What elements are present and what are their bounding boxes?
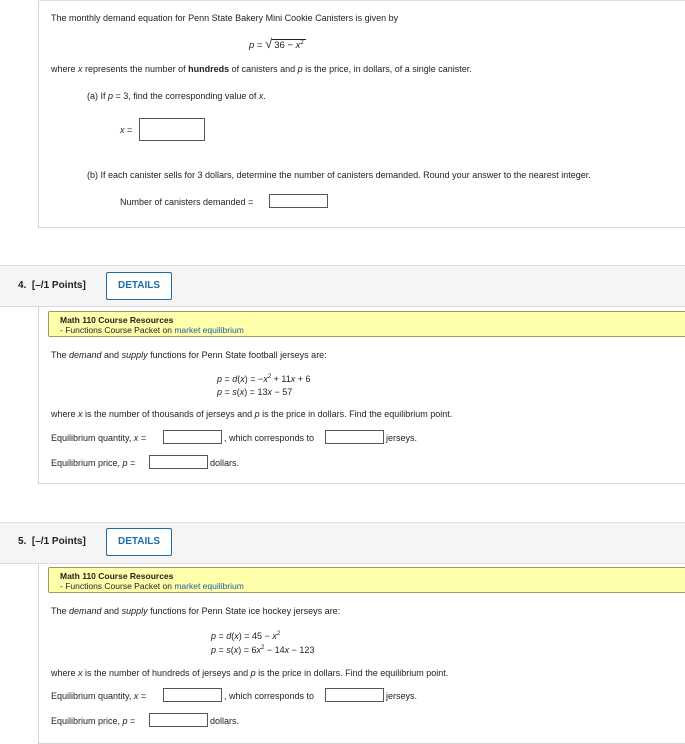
q3-canisters-input[interactable] <box>269 194 328 208</box>
q5-market-equilibrium-link[interactable]: market equilibrium <box>174 581 244 591</box>
q4-price-input[interactable] <box>149 455 208 469</box>
q5-details-button[interactable]: DETAILS <box>106 528 172 556</box>
q4-intro: The demand and supply functions for Penn State football jerseys are: <box>51 350 327 360</box>
q5-resource-subtitle: - Functions Course Packet on market equilibrium <box>60 581 244 591</box>
q4-demand-equation: $p = d(x) = -x^2 + 11x + 6$ <box>217 374 311 384</box>
q3-part-a-prompt: (a) If p = 3, find the corresponding value of x. <box>87 91 266 101</box>
q4-market-equilibrium-link[interactable]: market equilibrium <box>174 325 244 335</box>
q5-dollars-label: dollars. <box>210 716 240 726</box>
q3-demand-equation: p = √ $36 - x^2$ <box>249 36 304 51</box>
q5-price-label: Equilibrium price, p = <box>51 716 136 726</box>
q5-demand-equation: $p = d(x) = 45 - x^2$ <box>211 631 281 641</box>
q5-jerseys-label: jerseys. <box>386 691 418 701</box>
question-4-number: 4. [–/1 Points] <box>18 280 86 291</box>
q4-corresponds-text: , which corresponds to <box>224 433 315 443</box>
q5-price-input[interactable] <box>149 713 208 727</box>
q4-quantity-input[interactable] <box>163 430 222 444</box>
question-5-number: 5. [–/1 Points] <box>18 536 86 547</box>
q5-corresponds-text: , which corresponds to <box>224 691 315 701</box>
q5-where-text: where x is the number of hundreds of jerseys and p is the price in dollars. Find the equilibrium point. <box>51 668 449 678</box>
q5-jerseys-input[interactable] <box>325 688 384 702</box>
question-5-header <box>0 522 685 564</box>
q4-supply-equation: p = s(x) = 13x − 57 <box>217 387 293 397</box>
q4-dollars-label: dollars. <box>210 458 240 468</box>
top-divider <box>38 0 685 1</box>
q4-price-label: Equilibrium price, p = <box>51 458 136 468</box>
q4-resource-subtitle: - Functions Course Packet on market equilibrium <box>60 325 244 335</box>
q5-intro: The demand and supply functions for Penn State ice hockey jerseys are: <box>51 606 341 616</box>
sqrt-symbol: √ <box>265 36 273 51</box>
q4-quantity-label: Equilibrium quantity, x = <box>51 433 147 443</box>
q4-jerseys-input[interactable] <box>325 430 384 444</box>
q5-supply-equation: $p = s(x) = 6x^2 - 14x - 123$ <box>211 645 315 655</box>
q3-intro: The monthly demand equation for Penn State Bakery Mini Cookie Canisters is given by <box>51 13 399 23</box>
question-3-body <box>38 0 685 228</box>
q3-part-b-prompt: (b) If each canister sells for 3 dollars, determine the number of canisters demanded. Round your answer to the nearest integer. <box>87 170 591 180</box>
q4-details-button[interactable]: DETAILS <box>106 272 172 300</box>
q5-quantity-label: Equilibrium quantity, x = <box>51 691 147 701</box>
q3-x-label: x = <box>120 125 133 135</box>
q5-resource-box <box>48 567 685 593</box>
q3-where-text: where x represents the number of hundreds of canisters and p is the price, in dollars, of a single canister. <box>51 64 472 74</box>
q3-x-input[interactable] <box>139 118 205 141</box>
question-4-header <box>0 265 685 307</box>
q5-quantity-input[interactable] <box>163 688 222 702</box>
q4-resource-box <box>48 311 685 337</box>
q4-where-text: where x is the number of thousands of jerseys and p is the price in dollars. Find the equilibrium point. <box>51 409 453 419</box>
q3-canisters-label: Number of canisters demanded = <box>120 197 254 207</box>
q5-resource-title: Math 110 Course Resources <box>60 571 174 581</box>
q4-jerseys-label: jerseys. <box>386 433 418 443</box>
q4-resource-title: Math 110 Course Resources <box>60 315 174 325</box>
